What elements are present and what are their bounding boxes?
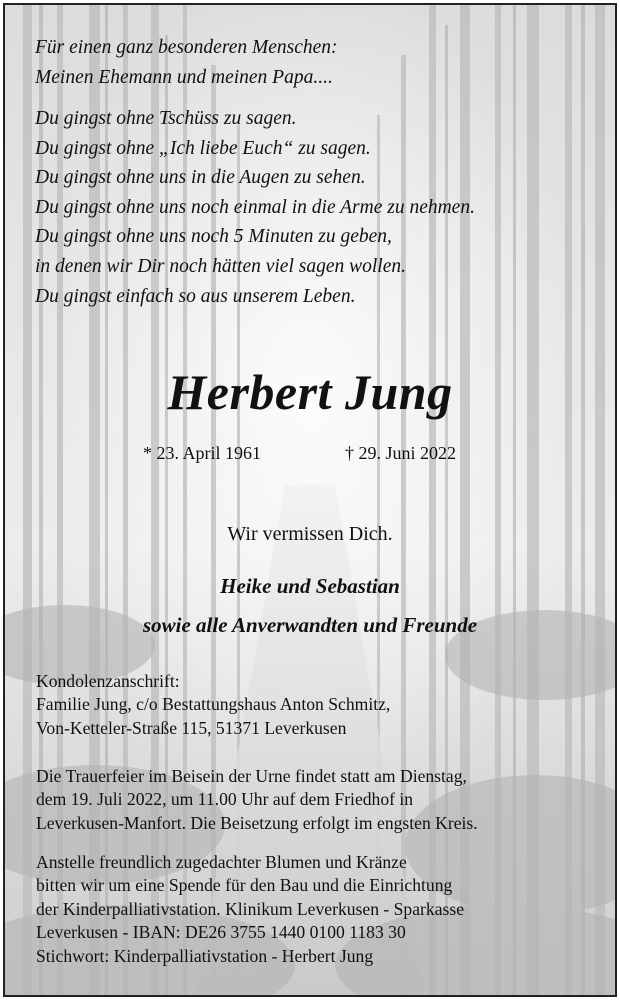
death-date: † 29. Juni 2022 [345, 443, 457, 463]
poem-verse-line: in denen wir Dir noch hätten viel sagen wollen. [35, 255, 406, 277]
poem-intro-line: Meinen Ehemann und meinen Papa.... [35, 66, 333, 88]
address-line: Kondolenzanschrift: [36, 671, 180, 691]
ceremony-line: dem 19. Juli 2022, um 11.00 Uhr auf dem Friedhof in [36, 789, 414, 810]
funeral-ceremony-notice [36, 765, 478, 835]
poem-verse-line: Du gingst ohne uns in die Augen zu sehen. [35, 167, 366, 189]
poem-verse-line: Du gingst ohne Tschüss zu sagen. [35, 108, 297, 129]
poem-verse [35, 104, 475, 311]
birth-date: * 23. April 1961 [143, 443, 262, 463]
donation-line: bitten wir um eine Spende für den Bau und die Einrichtung [36, 875, 453, 896]
poem-intro [35, 33, 338, 92]
family-names: Heike und Sebastian [220, 574, 400, 598]
donation-line: der Kinderpalliativstation. Klinikum Leverkusen - Sparkasse [36, 898, 465, 919]
ceremony-line: Leverkusen-Manfort. Die Beisetzung erfolgt im engsten Kreis. [36, 812, 478, 833]
poem-intro-line: Für einen ganz besonderen Menschen: [35, 37, 338, 58]
poem-verse-line: Du gingst ohne „Ich liebe Euch“ zu sagen. [35, 137, 371, 159]
address-line: Familie Jung, c/o Bestattungshaus Anton Schmitz, [36, 694, 391, 715]
poem-verse-line: Du gingst ohne uns noch 5 Minuten zu geben, [35, 226, 392, 248]
donation-notice [36, 851, 464, 968]
obituary-card [3, 3, 617, 997]
relatives-line: sowie alle Anverwandten und Freunde [142, 613, 478, 637]
donation-line: Leverkusen - IBAN: DE26 3755 1440 0100 1183 30 [36, 922, 406, 943]
poem-verse-line: Du gingst ohne uns noch einmal in die Arme zu nehmen. [35, 196, 475, 218]
donation-line: Stichwort: Kinderpalliativstation - Herbert Jung [36, 945, 374, 966]
condolence-address [36, 670, 390, 740]
farewell-message: Wir vermissen Dich. [227, 523, 393, 545]
deceased-name: Herbert Jung [167, 364, 453, 420]
donation-line: Anstelle freundlich zugedachter Blumen und Kränze [36, 852, 407, 872]
poem-verse-line: Du gingst einfach so aus unserem Leben. [35, 285, 356, 307]
obituary-content [5, 5, 615, 995]
address-line: Von-Ketteler-Straße 115, 51371 Leverkusen [36, 717, 347, 738]
ceremony-line: Die Trauerfeier im Beisein der Urne findet statt am Dienstag, [36, 766, 467, 786]
